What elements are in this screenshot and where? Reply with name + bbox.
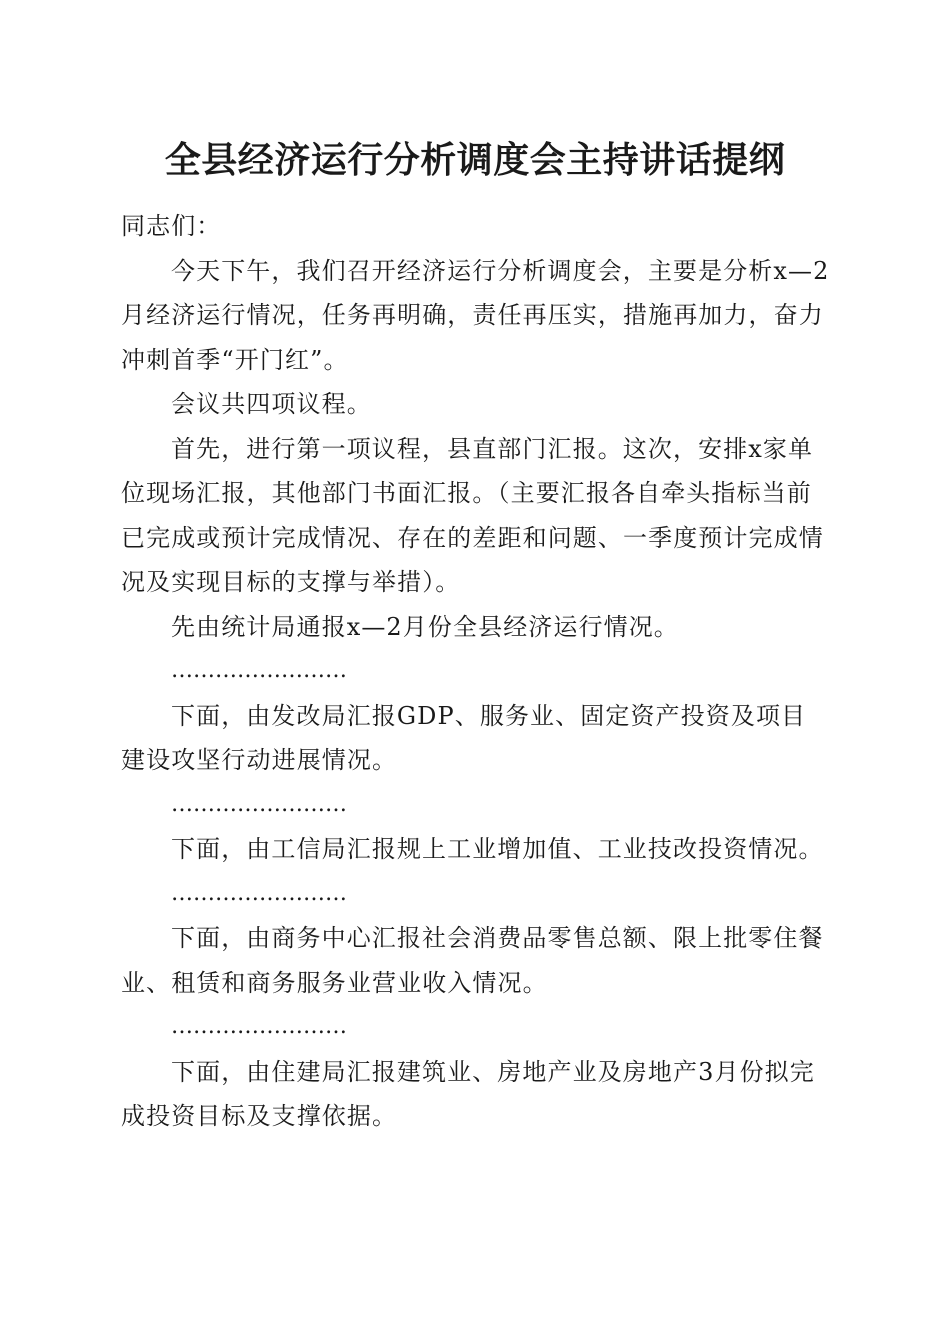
- document-body: [121, 204, 831, 1139]
- paragraph-development: 下面，由发改局汇报GDP、服务业、固定资产投资及项目建设攻坚行动进展情况。: [121, 701, 807, 774]
- paragraph-agenda: 会议共四项议程。: [171, 390, 372, 418]
- ellipsis-divider: ……………………: [171, 791, 347, 817]
- document-title: 全县经济运行分析调度会主持讲话提纲: [164, 140, 786, 181]
- paragraph-statistics: 先由统计局通报x—2月份全县经济运行情况。: [171, 612, 679, 641]
- ellipsis-divider: ……………………: [171, 880, 347, 906]
- paragraph-construction: 下面，由住建局汇报建筑业、房地产业及房地产3月份拟完成投资目标及支撑依据。: [121, 1057, 815, 1130]
- greeting: 同志们：: [121, 212, 222, 240]
- paragraph-commerce: 下面，由商务中心汇报社会消费品零售总额、限上批零住餐业、租赁和商务服务业营业收入情况。: [121, 924, 824, 997]
- ellipsis-divider: ……………………: [171, 658, 347, 683]
- ellipsis-divider: ……………………: [171, 1014, 347, 1039]
- paragraph-intro: 今天下午，我们召开经济运行分析调度会，主要是分析x—2月经济运行情况，任务再明确，责任再压实，措施再加力，奋力冲刺首季“开门红”。: [121, 256, 830, 374]
- paragraph-first-item: 首先，进行第一项议程，县直部门汇报。这次，安排x家单位现场汇报，其他部门书面汇报。（主要汇报各自牵头指标当前已完成或预计完成情况、存在的差距和问题、一季度预计完成情况及实现目标的支撑与举措）。: [121, 434, 824, 596]
- paragraph-industry: 下面，由工信局汇报规上工业增加值、工业技改投资情况。: [171, 835, 824, 863]
